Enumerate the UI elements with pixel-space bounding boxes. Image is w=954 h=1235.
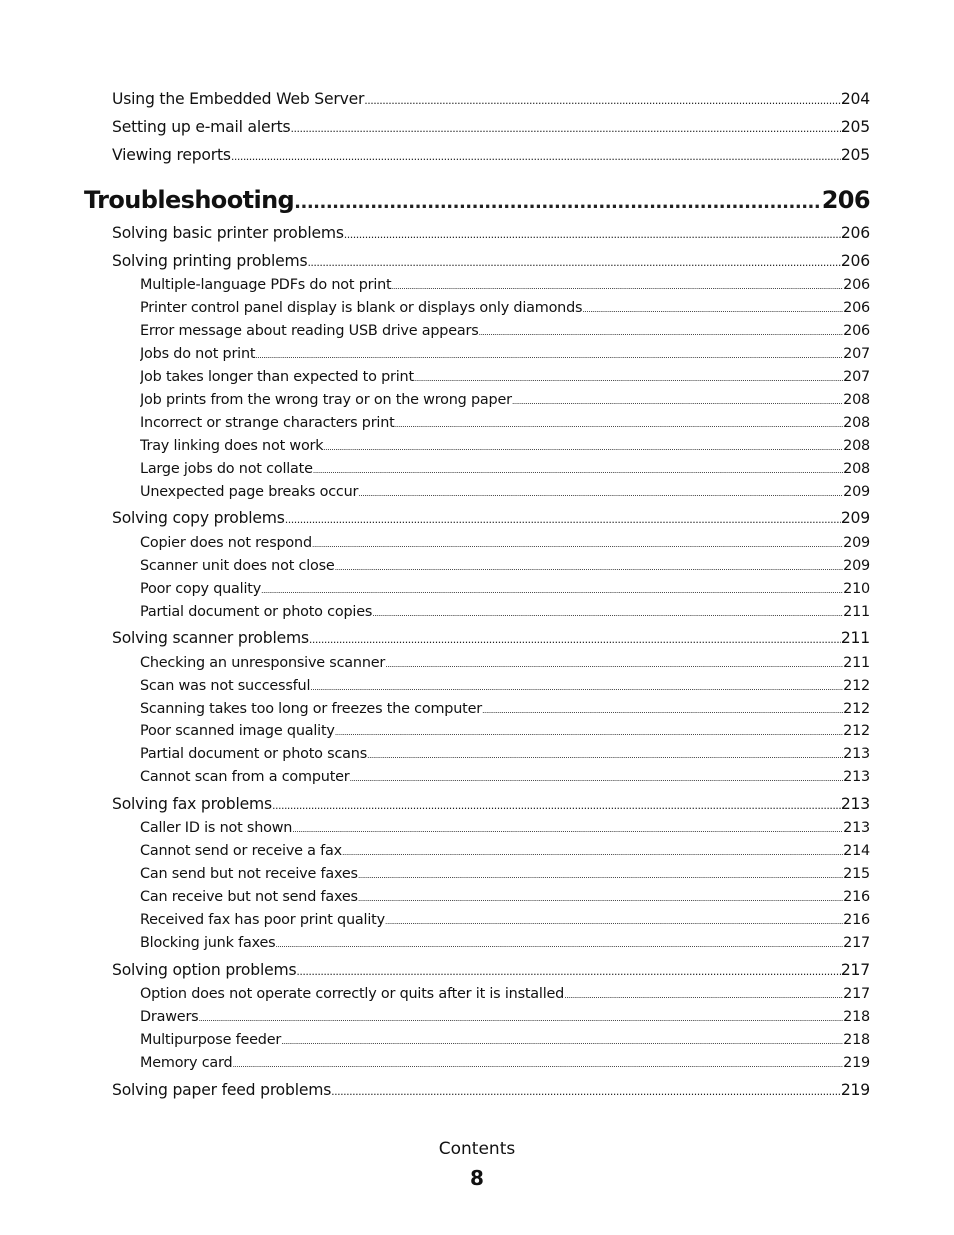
dot-leader bbox=[307, 256, 840, 269]
toc-subentry[interactable] bbox=[140, 277, 870, 293]
toc-subentry-page: 214 bbox=[843, 843, 870, 859]
toc-entry-label: Solving fax problems bbox=[112, 795, 272, 813]
toc-subentry-page: 217 bbox=[843, 935, 870, 951]
toc-entry-page: 217 bbox=[840, 961, 870, 979]
dot-leader bbox=[281, 1037, 843, 1046]
toc-entry[interactable] bbox=[112, 795, 870, 813]
toc-entry[interactable] bbox=[112, 146, 870, 164]
toc-subentry[interactable] bbox=[140, 1032, 870, 1048]
toc-entry-label: Solving printing problems bbox=[112, 252, 308, 270]
toc-subentry[interactable] bbox=[140, 535, 870, 551]
toc-subentry-page: 206 bbox=[843, 300, 870, 316]
toc-subentry[interactable] bbox=[140, 723, 870, 739]
toc-subentry[interactable] bbox=[140, 1009, 870, 1025]
toc-entry-page: 205 bbox=[840, 118, 870, 136]
dot-leader bbox=[564, 991, 843, 1000]
toc-subentry-page: 218 bbox=[843, 1032, 870, 1048]
toc-subentry-label: Option does not operate correctly or quits after it is installed bbox=[140, 986, 565, 1002]
toc-entry-page: 205 bbox=[840, 146, 870, 164]
dot-leader bbox=[335, 563, 844, 572]
toc-subentry[interactable] bbox=[140, 438, 870, 454]
toc-subentry[interactable] bbox=[140, 392, 870, 408]
dot-leader bbox=[296, 965, 840, 978]
toc-subentry-page: 216 bbox=[843, 889, 870, 905]
toc-subentry-page: 206 bbox=[843, 277, 870, 293]
dot-leader bbox=[309, 633, 841, 646]
toc-entry-page: 206 bbox=[840, 224, 870, 242]
toc-subentry-page: 213 bbox=[843, 820, 870, 836]
dot-leader bbox=[358, 871, 843, 880]
toc-chapter-page: 206 bbox=[821, 186, 870, 214]
toc-subentry-label: Blocking junk faxes bbox=[140, 935, 276, 951]
toc-subentry[interactable] bbox=[140, 369, 870, 385]
dot-leader bbox=[294, 192, 822, 213]
toc-entry-label: Viewing reports bbox=[112, 146, 231, 164]
toc-subentry-label: Error message about reading USB drive appears bbox=[140, 323, 479, 339]
toc-subentry-label: Caller ID is not shown bbox=[140, 820, 293, 836]
dot-leader bbox=[367, 751, 843, 760]
dot-leader bbox=[232, 1060, 843, 1069]
toc-subentry-label: Poor copy quality bbox=[140, 581, 262, 597]
toc-subentry-page: 208 bbox=[843, 461, 870, 477]
toc-subentry-label: Cannot send or receive a fax bbox=[140, 843, 342, 859]
dot-leader bbox=[385, 917, 843, 926]
toc-subentry-page: 215 bbox=[843, 866, 870, 882]
toc-subentry[interactable] bbox=[140, 678, 870, 694]
dot-leader bbox=[335, 728, 843, 737]
toc-subentry-label: Checking an unresponsive scanner bbox=[140, 655, 386, 671]
toc-subentry-page: 219 bbox=[843, 1055, 870, 1071]
toc-subentry-label: Received fax has poor print quality bbox=[140, 912, 385, 928]
toc-entry[interactable] bbox=[112, 224, 870, 242]
toc-subentry-page: 211 bbox=[843, 655, 870, 671]
toc-subentry-label: Poor scanned image quality bbox=[140, 723, 335, 739]
dot-leader bbox=[372, 609, 843, 618]
toc-entry-label: Solving copy problems bbox=[112, 509, 285, 527]
toc-subentry-page: 213 bbox=[843, 769, 870, 785]
dot-leader bbox=[358, 894, 843, 903]
toc-subentry-label: Scanning takes too long or freezes the computer bbox=[140, 701, 482, 717]
dot-leader bbox=[364, 94, 841, 107]
toc-entry-label: Setting up e-mail alerts bbox=[112, 118, 291, 136]
toc-subentry-label: Multipurpose feeder bbox=[140, 1032, 282, 1048]
toc-subentry-page: 209 bbox=[843, 484, 870, 500]
toc-subentry-label: Cannot scan from a computer bbox=[140, 769, 350, 785]
toc-subentry[interactable] bbox=[140, 655, 870, 671]
dot-leader bbox=[385, 660, 843, 669]
toc-subentry[interactable] bbox=[140, 1055, 870, 1071]
toc-subentry-label: Large jobs do not collate bbox=[140, 461, 313, 477]
dot-leader bbox=[582, 305, 843, 314]
toc-subentry-page: 208 bbox=[843, 415, 870, 431]
toc-subentry-page: 207 bbox=[843, 346, 870, 362]
toc-subentry[interactable] bbox=[140, 986, 870, 1002]
dot-leader bbox=[275, 940, 843, 949]
dot-leader bbox=[310, 683, 843, 692]
dot-leader bbox=[292, 825, 843, 834]
toc-entry-label: Solving paper feed problems bbox=[112, 1081, 332, 1099]
dot-leader bbox=[392, 282, 844, 291]
toc-subentry[interactable] bbox=[140, 935, 870, 951]
dot-leader bbox=[261, 586, 843, 595]
toc-subentry[interactable] bbox=[140, 484, 870, 500]
toc-subentry[interactable] bbox=[140, 346, 870, 362]
toc-subentry[interactable] bbox=[140, 323, 870, 339]
toc-subentry[interactable] bbox=[140, 581, 870, 597]
toc-entry-label: Using the Embedded Web Server bbox=[112, 90, 365, 108]
dot-leader bbox=[395, 420, 844, 429]
dot-leader bbox=[331, 1085, 841, 1098]
toc-subentry-label: Partial document or photo copies bbox=[140, 604, 373, 620]
toc-subentry-page: 206 bbox=[843, 323, 870, 339]
dot-leader bbox=[414, 374, 843, 383]
toc-subentry[interactable] bbox=[140, 866, 870, 882]
toc-entry[interactable] bbox=[112, 252, 870, 270]
toc-subentry-label: Can receive but not send faxes bbox=[140, 889, 358, 905]
toc-subentry-page: 213 bbox=[843, 746, 870, 762]
toc-entry[interactable] bbox=[112, 961, 870, 979]
toc-subentry-page: 210 bbox=[843, 581, 870, 597]
toc-subentry-page: 207 bbox=[843, 369, 870, 385]
toc-subentry-label: Job prints from the wrong tray or on the wrong paper bbox=[140, 392, 512, 408]
toc-entry-page: 211 bbox=[840, 629, 870, 647]
toc-subentry-label: Multiple-language PDFs do not print bbox=[140, 277, 392, 293]
toc-entry[interactable] bbox=[112, 90, 870, 108]
toc-entry-page: 209 bbox=[840, 509, 870, 527]
toc-subentry[interactable] bbox=[140, 746, 870, 762]
toc-subentry-page: 212 bbox=[843, 723, 870, 739]
toc-subentry[interactable] bbox=[140, 461, 870, 477]
toc-subentry-label: Tray linking does not work bbox=[140, 438, 324, 454]
dot-leader bbox=[231, 150, 841, 163]
dot-leader bbox=[342, 848, 843, 857]
toc-subentry[interactable] bbox=[140, 912, 870, 928]
toc-subentry-label: Copier does not respond bbox=[140, 535, 312, 551]
toc-subentry[interactable] bbox=[140, 843, 870, 859]
toc-subentry-page: 218 bbox=[843, 1009, 870, 1025]
toc-subentry[interactable] bbox=[140, 889, 870, 905]
toc-entry-page: 204 bbox=[840, 90, 870, 108]
toc-subentry-page: 216 bbox=[843, 912, 870, 928]
toc-subentry-label: Memory card bbox=[140, 1055, 233, 1071]
toc-entry[interactable] bbox=[112, 1081, 870, 1099]
toc-subentry-label: Printer control panel display is blank or displays only diamonds bbox=[140, 300, 583, 316]
toc-subentry[interactable] bbox=[140, 701, 870, 717]
footer-page-number: 8 bbox=[470, 1166, 484, 1190]
dot-leader bbox=[290, 122, 840, 135]
dot-leader bbox=[198, 1014, 843, 1023]
toc-subentry-page: 209 bbox=[843, 535, 870, 551]
toc-entry-label: Solving basic printer problems bbox=[112, 224, 344, 242]
dot-leader bbox=[323, 443, 843, 452]
toc-subentry[interactable] bbox=[140, 558, 870, 574]
toc-subentry-page: 211 bbox=[843, 604, 870, 620]
dot-leader bbox=[512, 397, 843, 406]
dot-leader bbox=[285, 513, 841, 526]
dot-leader bbox=[350, 774, 844, 783]
toc-entry-label: Solving option problems bbox=[112, 961, 297, 979]
toc-subentry-page: 212 bbox=[843, 701, 870, 717]
toc-subentry[interactable] bbox=[140, 300, 870, 316]
toc-subentry-label: Incorrect or strange characters print bbox=[140, 415, 395, 431]
toc-subentry[interactable] bbox=[140, 415, 870, 431]
toc-subentry-page: 217 bbox=[843, 986, 870, 1002]
toc-subentry-page: 208 bbox=[843, 392, 870, 408]
toc-entry-page: 206 bbox=[840, 252, 870, 270]
toc-chapter-label: Troubleshooting bbox=[84, 186, 295, 214]
toc-entry-label: Solving scanner problems bbox=[112, 629, 309, 647]
dot-leader bbox=[272, 799, 841, 812]
dot-leader bbox=[358, 489, 843, 498]
toc-entry-page: 219 bbox=[840, 1081, 870, 1099]
dot-leader bbox=[482, 706, 843, 715]
toc-subentry-page: 212 bbox=[843, 678, 870, 694]
dot-leader bbox=[344, 228, 841, 241]
dot-leader bbox=[255, 351, 843, 360]
dot-leader bbox=[479, 328, 844, 337]
toc-entry[interactable] bbox=[112, 118, 870, 136]
toc-subentry-label: Can send but not receive faxes bbox=[140, 866, 358, 882]
toc-subentry[interactable] bbox=[140, 769, 870, 785]
toc-subentry-label: Unexpected page breaks occur bbox=[140, 484, 359, 500]
toc-entry[interactable] bbox=[112, 629, 870, 647]
toc-entry[interactable] bbox=[112, 509, 870, 527]
toc-subentry-page: 209 bbox=[843, 558, 870, 574]
toc-subentry-label: Scan was not successful bbox=[140, 678, 311, 694]
toc-subentry-label: Drawers bbox=[140, 1009, 199, 1025]
toc-chapter-heading[interactable] bbox=[84, 186, 870, 214]
toc-subentry-label: Jobs do not print bbox=[140, 346, 256, 362]
toc-subentry-label: Partial document or photo scans bbox=[140, 746, 368, 762]
toc-subentry[interactable] bbox=[140, 820, 870, 836]
toc-subentry[interactable] bbox=[140, 604, 870, 620]
dot-leader bbox=[313, 466, 843, 475]
toc-entry-page: 213 bbox=[840, 795, 870, 813]
dot-leader bbox=[312, 540, 843, 549]
toc-subentry-label: Job takes longer than expected to print bbox=[140, 369, 414, 385]
toc-subentry-label: Scanner unit does not close bbox=[140, 558, 335, 574]
toc-subentry-page: 208 bbox=[843, 438, 870, 454]
footer-section-label: Contents bbox=[438, 1139, 516, 1159]
